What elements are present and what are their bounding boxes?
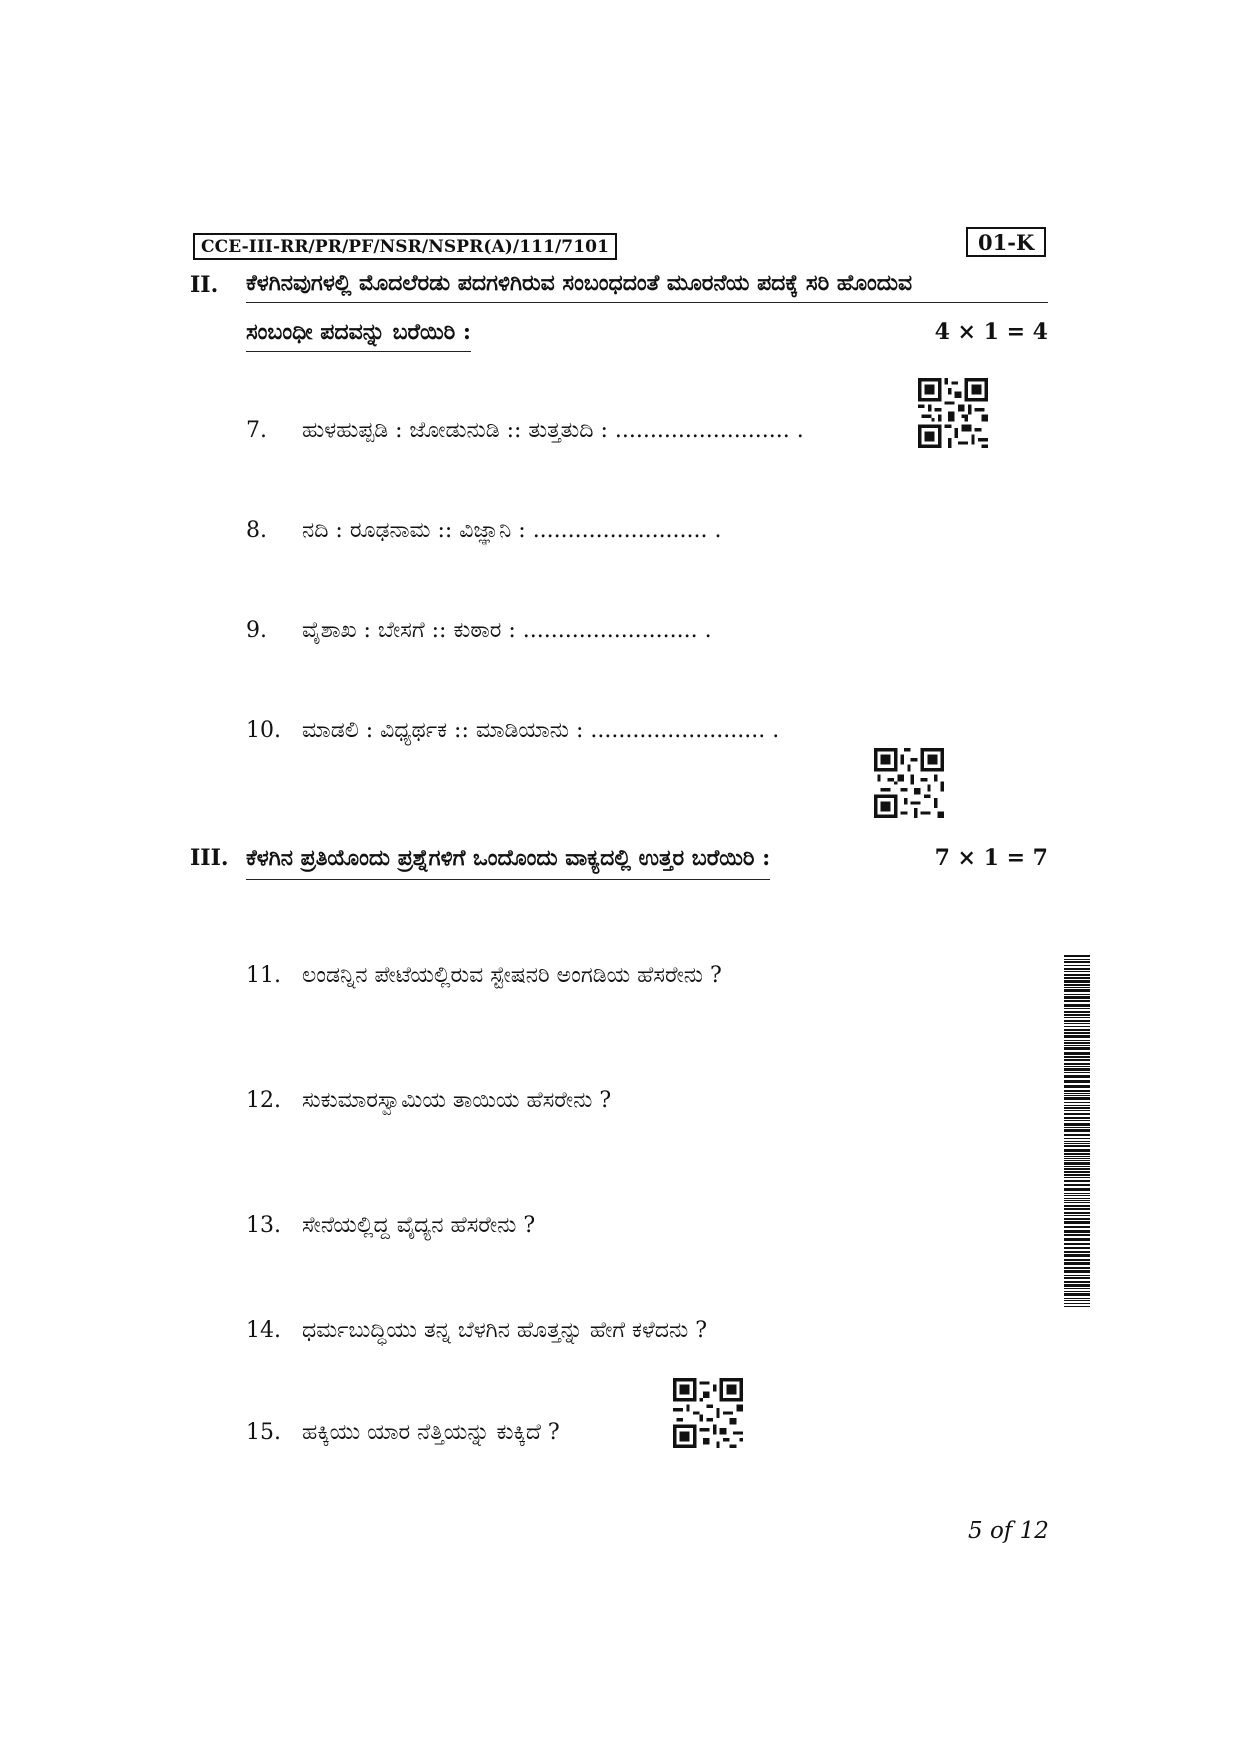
barcode-stripe xyxy=(1064,1251,1090,1253)
question-7 xyxy=(246,418,804,443)
section-3-number: III. xyxy=(190,845,229,871)
barcode-stripe xyxy=(1064,1141,1090,1142)
barcode-stripe xyxy=(1064,1221,1090,1224)
barcode-stripe xyxy=(1064,1212,1090,1214)
barcode-stripe xyxy=(1064,1068,1090,1071)
section-2-number: II. xyxy=(190,272,219,298)
barcode-stripe xyxy=(1064,977,1090,979)
barcode-stripe xyxy=(1064,1188,1090,1191)
barcode-stripe xyxy=(1064,1270,1090,1273)
barcode-stripe xyxy=(1064,1035,1090,1038)
barcode-stripe xyxy=(1064,1072,1090,1073)
barcode-stripe xyxy=(1064,968,1090,970)
barcode-stripe xyxy=(1064,1093,1090,1094)
barcode-stripe xyxy=(1064,1156,1090,1157)
question-text: ಸುಕುಮಾರಸ್ವಾಮಿಯ ತಾಯಿಯ ಹೆಸರೇನು ? xyxy=(302,1088,612,1113)
barcode-stripe xyxy=(1064,1056,1090,1058)
barcode-stripe xyxy=(1064,1177,1090,1178)
barcode-stripe xyxy=(1064,1303,1090,1304)
set-code: 01-K xyxy=(966,227,1046,257)
question-text: ನದಿ : ರೂಢನಾಮ :: ವಿಜ್ಞಾನಿ : ......................... . xyxy=(302,518,722,543)
barcode-stripe xyxy=(1064,955,1090,957)
question-13 xyxy=(246,1213,535,1238)
question-10 xyxy=(246,718,779,743)
barcode-stripe xyxy=(1064,1184,1090,1186)
barcode-stripe xyxy=(1064,1193,1090,1194)
barcode-stripe xyxy=(1064,1149,1090,1152)
barcode-stripe xyxy=(1064,1008,1090,1009)
barcode-stripe xyxy=(1064,1306,1090,1307)
barcode-stripe xyxy=(1064,984,1090,986)
section-2-title-line2: ಸಂಬಂಧೀ ಪದವನ್ನು ಬರೆಯಿರಿ : xyxy=(246,319,471,352)
barcode-stripe xyxy=(1064,1120,1090,1121)
barcode-stripe xyxy=(1064,1226,1090,1228)
barcode-stripe xyxy=(1064,1291,1090,1292)
question-number: 8. xyxy=(246,518,267,543)
question-number: 7. xyxy=(246,418,267,443)
barcode-stripe xyxy=(1064,1075,1090,1078)
barcode-stripe xyxy=(1064,1202,1090,1203)
barcode-stripe xyxy=(1064,1134,1090,1136)
question-text: ಹುಳಹುಪ್ಪಡಿ : ಜೋಡುನುಡಿ :: ತುತ್ತತುದಿ : ......................... . xyxy=(302,418,804,443)
barcode-stripe xyxy=(1064,1281,1090,1283)
barcode-stripe xyxy=(1064,971,1090,972)
barcode-stripe xyxy=(1064,1066,1090,1067)
section-2-marks: 4 × 1 = 4 xyxy=(934,319,1048,345)
question-15 xyxy=(246,1420,560,1445)
barcode-stripe xyxy=(1064,1230,1090,1233)
barcode-stripe xyxy=(1064,1145,1090,1147)
barcode-stripe xyxy=(1064,1195,1090,1196)
barcode-stripe xyxy=(1064,1129,1090,1132)
qr-code-icon xyxy=(918,378,988,448)
qr-code-icon xyxy=(874,748,944,818)
paper-code: CCE-III-RR/PR/PF/NSR/NSPR(A)/111/7101 xyxy=(193,233,617,260)
question-text: ಮಾಡಲಿ : ವಿಧ್ಯರ್ಥಕ :: ಮಾಡಿಯಾನು : ......................... . xyxy=(302,718,780,743)
barcode-stripe xyxy=(1064,1158,1090,1159)
barcode-stripe xyxy=(1064,1200,1090,1201)
barcode-stripe xyxy=(1064,1168,1090,1170)
section-2-title-line1: ಕೆಳಗಿನವುಗಳಲ್ಲಿ ಮೊದಲೆರಡು ಪದಗಳಿಗಿರುವ ಸಂಬಂಧದಂತೆ ಮೂರನೆಯ ಪದಕ್ಕೆ ಸರಿ ಹೊಂದುವ xyxy=(246,270,1048,303)
barcode-stripe xyxy=(1064,1298,1090,1299)
barcode-stripe xyxy=(1064,1208,1090,1210)
barcode-stripe xyxy=(1064,1032,1090,1034)
question-12 xyxy=(246,1088,611,1113)
barcode-stripe xyxy=(1064,1107,1090,1109)
barcode-stripe xyxy=(1064,1110,1090,1111)
barcode-stripe xyxy=(1064,1023,1090,1024)
section-3-title: ಕೆಳಗಿನ ಪ್ರತಿಯೊಂದು ಪ್ರಶ್ನೆಗಳಿಗೆ ಒಂದೊಂದು ವಾಕ್ಯದಲ್ಲಿ ಉತ್ತರ ಬರೆಯಿರಿ : xyxy=(246,845,770,880)
question-text: ಲಂಡನ್ನಿನ ಪೇಟೆಯಲ್ಲಿರುವ ಸ್ಟೇಷನರಿ ಅಂಗಡಿಯ ಹೆಸರೇನು ? xyxy=(302,963,722,988)
barcode-stripe xyxy=(1064,1247,1090,1249)
barcode-stripe xyxy=(1064,959,1090,960)
barcode-stripe xyxy=(1064,1017,1090,1018)
barcode-stripe xyxy=(1064,1020,1090,1022)
barcode-stripe xyxy=(1064,1234,1090,1236)
barcode-stripe xyxy=(1064,1171,1090,1173)
barcode-stripe xyxy=(1064,1090,1090,1092)
barcode-stripe xyxy=(1064,1042,1090,1044)
barcode-stripe xyxy=(1064,1205,1090,1207)
barcode-stripe xyxy=(1064,1123,1090,1126)
barcode-stripe xyxy=(1064,1284,1090,1287)
barcode-stripe xyxy=(1064,974,1090,976)
barcode-stripe xyxy=(1064,965,1090,966)
barcode-stripe xyxy=(1064,989,1090,992)
barcode-stripe xyxy=(1064,1026,1090,1027)
barcode-stripe xyxy=(1064,1014,1090,1016)
question-11 xyxy=(246,963,722,988)
question-text: ಹಕ್ಕಿಯು ಯಾರ ನೆತ್ತಿಯನ್ನು ಕುಕ್ಕಿದೆ ? xyxy=(302,1420,560,1445)
barcode-stripe xyxy=(1064,996,1090,999)
barcode-stripe xyxy=(1064,1040,1090,1041)
barcode-stripe xyxy=(1064,1113,1090,1115)
barcode-stripe xyxy=(1064,1243,1090,1245)
barcode-stripe xyxy=(1064,1052,1090,1055)
barcode-stripe xyxy=(1064,980,1090,983)
barcode-stripe xyxy=(1064,1262,1090,1265)
question-number: 15. xyxy=(246,1420,281,1445)
barcode-stripe xyxy=(1064,1143,1090,1144)
barcode-stripe xyxy=(1064,1180,1090,1182)
barcode-stripe xyxy=(1064,1127,1090,1128)
barcode-stripe xyxy=(1064,1059,1090,1061)
barcode-stripe xyxy=(1064,1293,1090,1296)
barcode-stripe xyxy=(1064,1300,1090,1301)
barcode-stripe xyxy=(1064,1138,1090,1139)
barcode-stripe xyxy=(1064,1174,1090,1176)
qr-code-icon xyxy=(673,1378,743,1448)
question-8 xyxy=(246,518,722,543)
question-14 xyxy=(246,1318,707,1343)
barcode-stripe xyxy=(1064,1063,1090,1065)
question-number: 9. xyxy=(246,618,267,643)
question-number: 14. xyxy=(246,1318,281,1343)
barcode-stripe xyxy=(1064,1267,1090,1269)
barcode-stripe xyxy=(1064,1045,1090,1046)
barcode-stripe xyxy=(1064,1097,1090,1100)
barcode-stripe xyxy=(1064,1117,1090,1119)
barcode-stripe xyxy=(1064,1011,1090,1013)
barcode-stripe xyxy=(1064,1166,1090,1167)
barcode-stripe xyxy=(1064,1275,1090,1276)
barcode-stripe xyxy=(1064,987,1090,988)
question-text: ವೈಶಾಖ : ಬೇಸಗೆ :: ಕುಠಾರ : ......................... . xyxy=(302,618,712,643)
barcode-stripe xyxy=(1064,1102,1090,1103)
barcode-stripe xyxy=(1064,1004,1090,1007)
question-9 xyxy=(246,618,712,643)
question-text: ಸೇನೆಯಲ್ಲಿದ್ದ ವೈದ್ಯನ ಹೆಸರೇನು ? xyxy=(302,1213,536,1238)
barcode-stripe xyxy=(1064,1153,1090,1155)
question-number: 13. xyxy=(246,1213,281,1238)
barcode-stripe xyxy=(1064,1047,1090,1050)
question-number: 11. xyxy=(246,963,281,988)
section-3-marks: 7 × 1 = 7 xyxy=(934,845,1048,871)
barcode-stripe xyxy=(1064,1259,1090,1261)
barcode-stripe xyxy=(1064,1162,1090,1165)
barcode-stripe xyxy=(1064,1085,1090,1088)
barcode-stripe xyxy=(1064,1215,1090,1216)
barcode-stripe xyxy=(1064,961,1090,963)
barcode-stripe xyxy=(1064,994,1090,995)
barcode-stripe xyxy=(1064,1254,1090,1257)
barcode-stripe xyxy=(1064,1080,1090,1083)
barcode-icon xyxy=(1064,955,1090,1309)
question-number: 10. xyxy=(246,718,281,743)
barcode-stripe xyxy=(1064,1029,1090,1031)
question-number: 12. xyxy=(246,1088,281,1113)
barcode-stripe xyxy=(1064,1238,1090,1241)
question-text: ಧರ್ಮಬುದ್ಧಿಯು ತನ್ನ ಬೆಳಗಿನ ಹೊತ್ತನ್ನು ಹೇಗೆ ಕಳೆದನು ? xyxy=(302,1318,708,1343)
barcode-stripe xyxy=(1064,1277,1090,1279)
barcode-stripe xyxy=(1064,1198,1090,1199)
barcode-stripe xyxy=(1064,1095,1090,1096)
barcode-stripe xyxy=(1064,1000,1090,1002)
barcode-stripe xyxy=(1064,1288,1090,1289)
page-number: 5 of 12 xyxy=(968,1518,1049,1544)
barcode-stripe xyxy=(1064,1218,1090,1220)
barcode-stripe xyxy=(1064,1160,1090,1161)
barcode-stripe xyxy=(1064,1105,1090,1106)
